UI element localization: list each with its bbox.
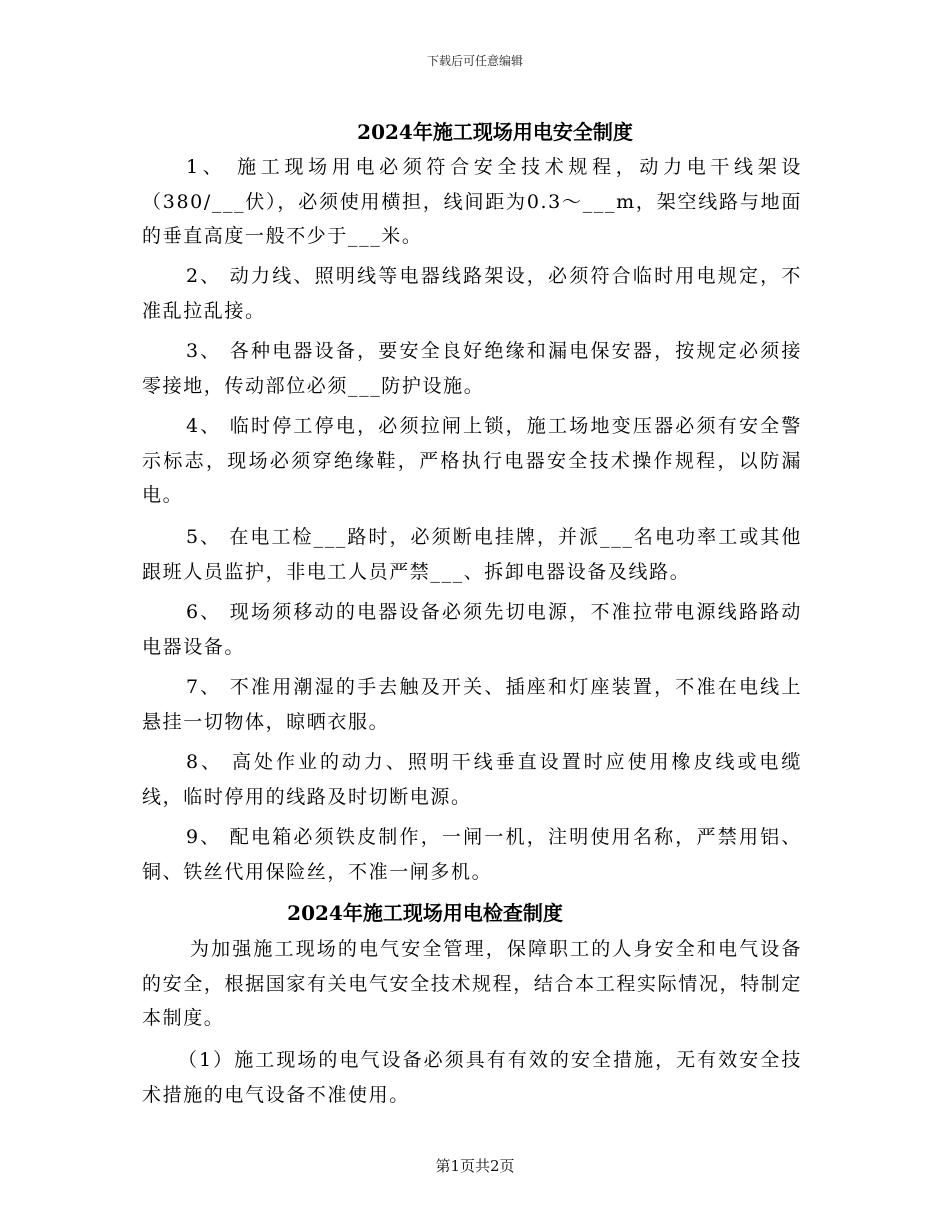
section1-paragraph-5: 5、 在电工检___路时，必须断电挂牌，并派___名电功率工或其他跟班人员监护，非电工人员严禁___、拆卸电器设备及线路。 <box>142 526 802 583</box>
section1-paragraph-1: 1、 施工现场用电必须符合安全技术规程，动力电干线架设（380/___伏），必须使用横担，线间距为0.3～___m，架空线路与地面的垂直高度一般不少于___米。 <box>142 156 802 247</box>
section1-paragraph-2: 2、 动力线、照明线等电器线路架设，必须符合临时用电规定，不准乱拉乱接。 <box>142 265 802 322</box>
section1-paragraph-3: 3、 各种电器设备，要安全良好绝缘和漏电保安器，按规定必须接零接地，传动部位必须___防护设施。 <box>142 340 802 397</box>
section1-paragraph-4: 4、 临时停工停电，必须拉闸上锁，施工场地变压器必须有安全警示标志，现场必须穿绝缘鞋，严格执行电器安全技术操作规程，以防漏电。 <box>142 415 802 506</box>
section1-paragraph-6: 6、 现场须移动的电器设备必须先切电源，不准拉带电源线路路动电器设备。 <box>142 601 802 658</box>
section2-intro-paragraph: 为加强施工现场的电气安全管理，保障职工的人身安全和电气设备的安全，根据国家有关电气安全技术规程，结合本工程实际情况，特制定本制度。 <box>142 938 802 1029</box>
section1-title: 2024年施工现场用电安全制度 <box>357 120 633 144</box>
section2-paragraph-1: （1）施工现场的电气设备必须具有有效的安全措施，无有效安全技术措施的电气设备不准使用。 <box>142 1049 802 1106</box>
section1-paragraph-8: 8、 高处作业的动力、照明干线垂直设置时应使用橡皮线或电缆线，临时停用的线路及时切断电源。 <box>142 751 802 808</box>
header-note: 下载后可任意编辑 <box>426 54 523 68</box>
section1-paragraph-7: 7、 不准用潮湿的手去触及开关、插座和灯座装置，不准在电线上悬挂一切物体，晾晒衣服。 <box>142 676 802 733</box>
section2-title: 2024年施工现场用电检查制度 <box>287 901 563 925</box>
section1-paragraph-9: 9、 配电箱必须铁皮制作，一闸一机，注明使用名称，严禁用铝、铜、铁丝代用保险丝，不准一闸多机。 <box>142 826 802 883</box>
page-number: 第1页共2页 <box>435 1157 515 1175</box>
